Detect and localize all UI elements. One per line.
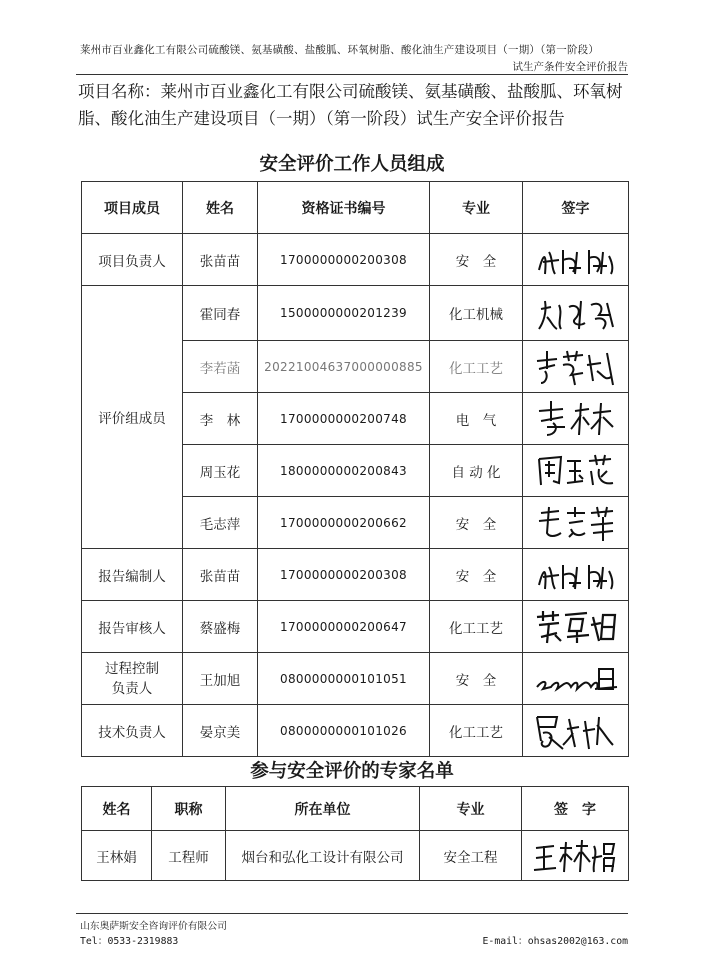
name-cell: 霍同春 xyxy=(183,286,258,341)
major-cell: 安全工程 xyxy=(420,831,522,881)
signature-zhou xyxy=(533,451,619,491)
major-cell: 电 气 xyxy=(430,393,523,445)
name-cell: 毛志萍 xyxy=(183,497,258,549)
role-cell: 项目负责人 xyxy=(82,234,183,286)
signature-huo xyxy=(533,293,619,333)
major-cell: 化工工艺 xyxy=(430,341,523,393)
col-header-signature: 签 字 xyxy=(522,787,629,831)
name-cell: 王加旭 xyxy=(183,653,258,705)
footer-email: E-mail：ohsas2002@163.com xyxy=(482,936,628,947)
role-cell-evaluation-group: 评价组成员 xyxy=(82,286,183,549)
signature-cell xyxy=(523,341,629,393)
signature-cell xyxy=(523,286,629,341)
cert-cell: 0800000000101026 xyxy=(258,705,430,757)
signature-li-ruohan xyxy=(533,347,619,387)
role-cell: 报告审核人 xyxy=(82,601,183,653)
signature-cell xyxy=(523,234,629,286)
footer-company: 山东奥萨斯安全咨询评价有限公司 xyxy=(80,921,227,932)
name-cell: 晏京美 xyxy=(183,705,258,757)
role-line: 过程控制 xyxy=(105,660,159,677)
col-header-member: 项目成员 xyxy=(82,182,183,234)
col-header-name: 姓名 xyxy=(82,787,152,831)
signature-cell xyxy=(523,653,629,705)
table-row xyxy=(82,831,629,881)
col-header-cert: 资格证书编号 xyxy=(258,182,430,234)
cert-cell: 0800000000101051 xyxy=(258,653,430,705)
cert-cell: 1800000000200843 xyxy=(258,445,430,497)
major-cell: 化工工艺 xyxy=(430,601,523,653)
major-cell: 化工机械 xyxy=(430,286,523,341)
table-row xyxy=(82,705,629,757)
role-cell xyxy=(82,653,183,705)
role-line: 负责人 xyxy=(111,680,153,697)
cert-cell: 1700000000200647 xyxy=(258,601,430,653)
footer-rule xyxy=(76,913,628,914)
staff-table-title: 安全评价工作人员组成 xyxy=(259,154,445,175)
signature-zhang xyxy=(533,555,619,595)
footer-tel: Tel：0533-2319883 xyxy=(80,936,179,947)
project-name-paragraph: 项目名称：莱州市百业鑫化工有限公司硫酸镁、氨基磺酸、盐酸胍、环氧树脂、酸化油生产建设项目（一期）（第一阶段）试生产安全评价报告 xyxy=(78,82,623,128)
name-cell: 张苗苗 xyxy=(183,549,258,601)
signature-mao xyxy=(533,503,619,543)
signature-cell xyxy=(522,831,629,881)
title-cell: 工程师 xyxy=(152,831,226,881)
cert-cell: 1500000000201239 xyxy=(258,286,430,341)
major-cell: 自 动 化 xyxy=(430,445,523,497)
table-row xyxy=(82,549,629,601)
staff-table-header-row xyxy=(82,182,629,234)
expert-table-title: 参与安全评价的专家名单 xyxy=(250,761,454,782)
unit-cell: 烟台和弘化工设计有限公司 xyxy=(226,831,420,881)
table-row xyxy=(82,601,629,653)
name-cell: 李若菡 xyxy=(183,341,258,393)
signature-yan xyxy=(533,711,619,751)
cert-cell: 1700000000200748 xyxy=(258,393,430,445)
signature-cai xyxy=(533,607,619,647)
major-cell: 安 全 xyxy=(430,549,523,601)
col-header-signature: 签字 xyxy=(523,182,629,234)
name-cell: 张苗苗 xyxy=(183,234,258,286)
cert-cell: 20221004637000000885 xyxy=(258,341,430,393)
signature-zhang xyxy=(533,240,619,280)
table-row xyxy=(82,653,629,705)
name-cell: 李 林 xyxy=(183,393,258,445)
major-cell: 化工工艺 xyxy=(430,705,523,757)
expert-table-header-row xyxy=(82,787,629,831)
signature-li-lin xyxy=(533,399,619,439)
signature-cell xyxy=(523,393,629,445)
major-cell: 安 全 xyxy=(430,653,523,705)
table-row xyxy=(82,286,629,341)
name-cell: 王林娟 xyxy=(82,831,152,881)
signature-cell xyxy=(523,601,629,653)
signature-cell xyxy=(523,445,629,497)
major-cell: 安 全 xyxy=(430,497,523,549)
role-cell: 报告编制人 xyxy=(82,549,183,601)
col-header-major: 专业 xyxy=(430,182,523,234)
cert-cell: 1700000000200308 xyxy=(258,549,430,601)
expert-table xyxy=(81,786,629,881)
cert-cell: 1700000000200662 xyxy=(258,497,430,549)
signature-wang-jiaxu xyxy=(533,659,619,699)
role-cell: 技术负责人 xyxy=(82,705,183,757)
signature-cell xyxy=(523,549,629,601)
table-row xyxy=(82,234,629,286)
col-header-major: 专业 xyxy=(420,787,522,831)
page-header-subtitle: 试生产条件安全评价报告 xyxy=(512,61,628,73)
signature-cell xyxy=(523,497,629,549)
signature-wang-linjuan xyxy=(532,836,618,876)
cert-cell: 1700000000200308 xyxy=(258,234,430,286)
page-header-title: 莱州市百业鑫化工有限公司硫酸镁、氨基磺酸、盐酸胍、环氧树脂、酸化油生产建设项目（一期）（第一阶段） xyxy=(80,44,600,56)
staff-table xyxy=(81,181,629,757)
signature-cell xyxy=(523,705,629,757)
col-header-title: 职称 xyxy=(152,787,226,831)
major-cell: 安 全 xyxy=(430,234,523,286)
col-header-unit: 所在单位 xyxy=(226,787,420,831)
name-cell: 蔡盛梅 xyxy=(183,601,258,653)
name-cell: 周玉花 xyxy=(183,445,258,497)
col-header-name: 姓名 xyxy=(183,182,258,234)
header-rule xyxy=(76,74,628,75)
